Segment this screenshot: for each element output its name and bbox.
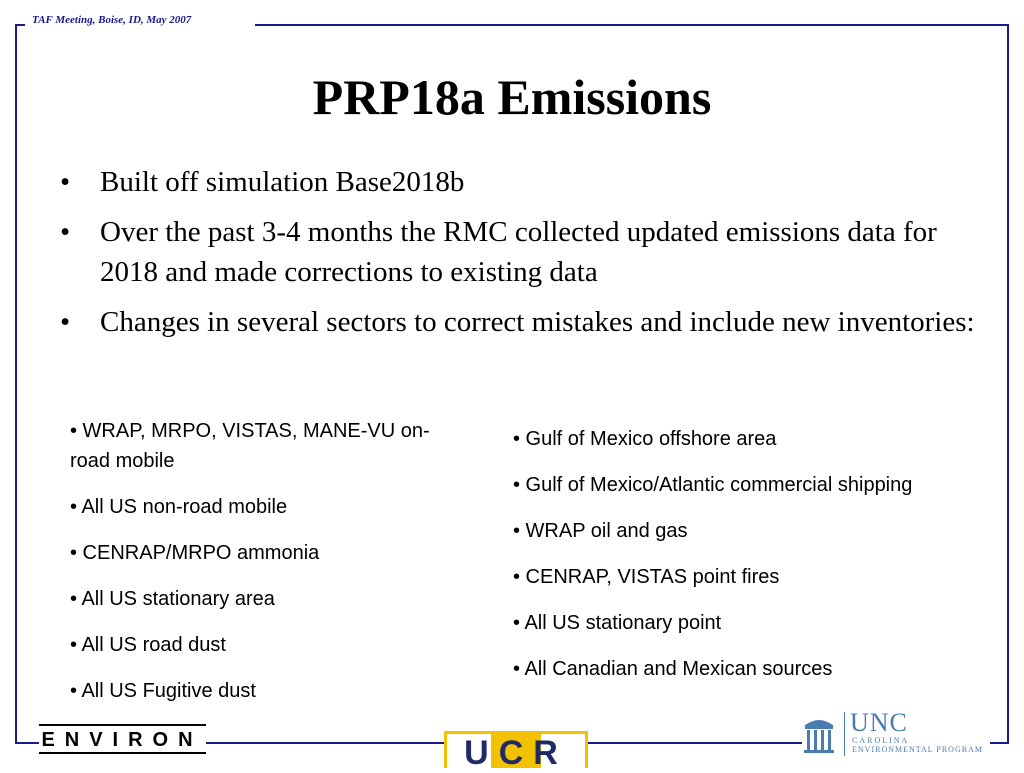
- list-item: • All US Fugitive dust: [70, 680, 256, 702]
- unc-logo: [802, 708, 1012, 756]
- bullet-item: [60, 212, 980, 292]
- old-well-icon: [802, 714, 836, 754]
- list-item: • Gulf of Mexico/Atlantic commercial shipping: [513, 474, 913, 496]
- bullet-dot: •: [60, 306, 71, 338]
- bullet-item: [60, 162, 980, 202]
- bullet-text: Built off simulation Base2018b: [100, 166, 465, 198]
- unc-logo-subtitle: ENVIRONMENTAL PROGRAM: [852, 745, 983, 754]
- environ-logo: [39, 724, 206, 754]
- right-sector-list: [513, 424, 953, 700]
- unc-logo-name: UNC: [850, 708, 908, 737]
- list-item: • Gulf of Mexico offshore area: [513, 428, 777, 450]
- bullet-dot: •: [60, 216, 71, 248]
- frame-bottom: [588, 742, 802, 744]
- list-item: • All Canadian and Mexican sources: [513, 658, 833, 680]
- logo-divider: [844, 712, 845, 756]
- unc-logo-subtitle: CAROLINA: [852, 736, 910, 745]
- frame-bottom: [15, 742, 39, 744]
- environ-logo-text: ENVIRON: [41, 729, 203, 751]
- bullet-dot: •: [60, 166, 71, 198]
- ucr-logo: [444, 731, 588, 768]
- list-item: • All US road dust: [70, 634, 226, 656]
- list-item: • CENRAP/MRPO ammonia: [70, 542, 320, 564]
- list-item: • All US stationary area: [70, 588, 275, 610]
- frame-right: [1007, 24, 1009, 744]
- frame-top-right: [255, 24, 1009, 26]
- list-item: • All US non-road mobile: [70, 496, 288, 518]
- frame-bottom: [206, 742, 444, 744]
- bullet-text: Changes in several sectors to correct mistakes and include new inventories:: [100, 306, 975, 338]
- list-item: • WRAP, MRPO, VISTAS, MANE-VU on-road mobile: [70, 420, 430, 472]
- slide-title: PRP18a Emissions: [312, 69, 712, 125]
- list-item: • All US stationary point: [513, 612, 722, 634]
- bullet-item: [60, 302, 980, 342]
- list-item: • WRAP oil and gas: [513, 520, 688, 542]
- list-item: • CENRAP, VISTAS point fires: [513, 566, 780, 588]
- left-sector-list: [70, 416, 460, 722]
- frame-left: [15, 24, 17, 744]
- meeting-caption: TAF Meeting, Boise, ID, May 2007: [32, 14, 192, 26]
- main-bullet-list: [60, 162, 980, 352]
- bullet-text: Over the past 3-4 months the RMC collected updated emissions data for 2018 and made corrections to existing data: [100, 216, 937, 288]
- ucr-logo-text: UCR: [464, 734, 568, 768]
